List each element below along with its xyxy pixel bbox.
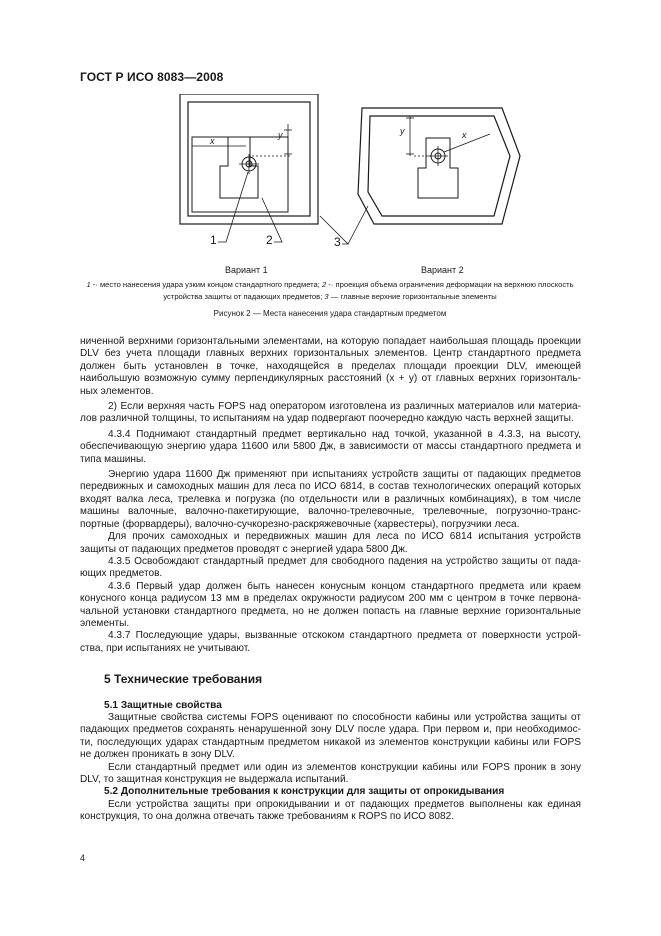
document-header: ГОСТ Р ИСО 8083—2008 <box>80 70 224 84</box>
variant-1-caption: Вариант 1 <box>225 265 268 275</box>
figure-2-drawing <box>170 94 530 264</box>
legend-text-3: — главные верхние горизонтальные элементы <box>328 292 497 301</box>
v2-x-label: x <box>462 130 467 140</box>
v1-dlv-region <box>192 137 288 212</box>
figure-legend <box>80 279 580 303</box>
subsection-heading: 5.1 Защитные свойства <box>104 699 222 711</box>
label-one: 1 <box>210 233 217 247</box>
v2-inner-frame <box>368 116 510 216</box>
figure-title: Рисунок 2 — Места нанесения удара стандартным предметом <box>213 309 447 318</box>
paragraph: Если стандартный предмет или один из элементов конструкции кабины или FOPS проник в зону DLV, то защитная конструкция не выдержала испытаний. <box>80 761 581 785</box>
v2-y-label: y <box>400 126 405 136</box>
paragraph: 4.3.7 Последующие удары, вызванные отскоком стандартного предмета от поверхности устрой-ства, при испытаниях не учитывают. <box>80 630 581 654</box>
paragraph: 2) Если верхняя часть FOPS над оператором изготовлена из различных материалов или материа-лов различной толщины, то испытаниям на удар подвергают поочередно каждую часть верхней защиты. <box>80 401 581 425</box>
v1-y-label: y <box>278 130 283 140</box>
paragraph: ниченной верхними горизонтальными элементами, на которую попадает наибольшая площадь проекции DLV без учета площади главных верхних горизонтальных элементов. Центр стандартного предмета должен быть установлен в точке, находящейся в пределах площади проекции DLV, имеющей наибольшую возможную сумму перпендикулярных расстояний (x + y) от главных верхних горизонталь-ных элементов. <box>80 336 581 397</box>
paragraph: 4.3.6 Первый удар должен быть нанесен конусным концом стандартного предмета или краем конусного конца радиусом 13 мм в пределах окружности радиусом 200 мм с центром в точке первона-чальной установки стандартного предмета, но не должен попасть на главные верхние горизонтальные элементы. <box>80 580 581 629</box>
label-two: 2 <box>266 233 273 247</box>
v2-outer-frame <box>358 108 520 224</box>
legend-num-1: 1 <box>86 280 91 289</box>
paragraph: 4.3.5 Освобождают стандартный предмет для свободного падения на устройство защиты от пада-ющих предметов. <box>80 555 581 580</box>
body-text <box>80 336 581 824</box>
label-three: 3 <box>334 235 341 249</box>
legend-text-1: -· место нанесения удара узким концом стандартного предмета; <box>90 280 322 289</box>
paragraph: 4.3.4 Поднимают стандартный предмет вертикально над точкой, указанной в 4.3.3, на высоту, обеспечивающую энергию удара 11600 или 5800 Дж, в зависимости от массы стандартного предмета и типа машины. <box>80 428 581 465</box>
paragraph: Для прочих самоходных и передвижных машин для леса по ИСО 6814 испытания устройств защиты от падающих предметов проводят с энергией удара 5800 Дж. <box>80 531 581 555</box>
variant-2-caption: Вариант 2 <box>421 265 464 275</box>
subsection-heading: 5.2 Дополнительные требования к конструкции для защиты от опрокидывания <box>104 786 505 798</box>
v2-x-dim <box>444 134 490 152</box>
legend-num-2: 2 <box>322 280 327 289</box>
paragraph: Защитные свойства системы FOPS оценивают по способности кабины или устройства защиты от падающих предметов сохранять ненарушенной зону DLV после удара. При первом и, при необходимос-ти, последующих ударах стандартным предметом никакой из элементов конструкции кабины или FOPS не должен проникать в зону DLV. <box>80 711 581 761</box>
section-heading: 5 Технические требования <box>104 672 263 687</box>
v1-x-label: x <box>210 136 215 146</box>
paragraph: Если устройства защиты при опрокидывании и от падающих предметов выполнены как единая конструкция, то она должна отвечать также требованиям к ROPS по ИСО 8082. <box>80 798 581 823</box>
legend-text-2: -· проекция объема ограничения деформации на верхнюю плоскость устройства защиты от падающих предметов; <box>163 280 574 301</box>
legend-num-3: 3 <box>324 292 329 301</box>
page-number: 4 <box>80 853 86 863</box>
paragraph: Энергию удара 11600 Дж применяют при испытаниях устройств защиты от падающих предметов передвижных и самоходных машин для леса по ИСО 6814, в состав технологических операций которых входят валка леса, трелевка и погрузка (по отдельности или в различных комбинациях), в том числе машины валочные, валочно-пакетирующие, валочно-трелевочные, трелевочные, погрузочно-транс-портные (форвардеры), валочно-сучкорезно-раскряжевочные (харвестеры), погрузчики леса. <box>80 469 581 530</box>
label-1-leader <box>218 172 248 242</box>
